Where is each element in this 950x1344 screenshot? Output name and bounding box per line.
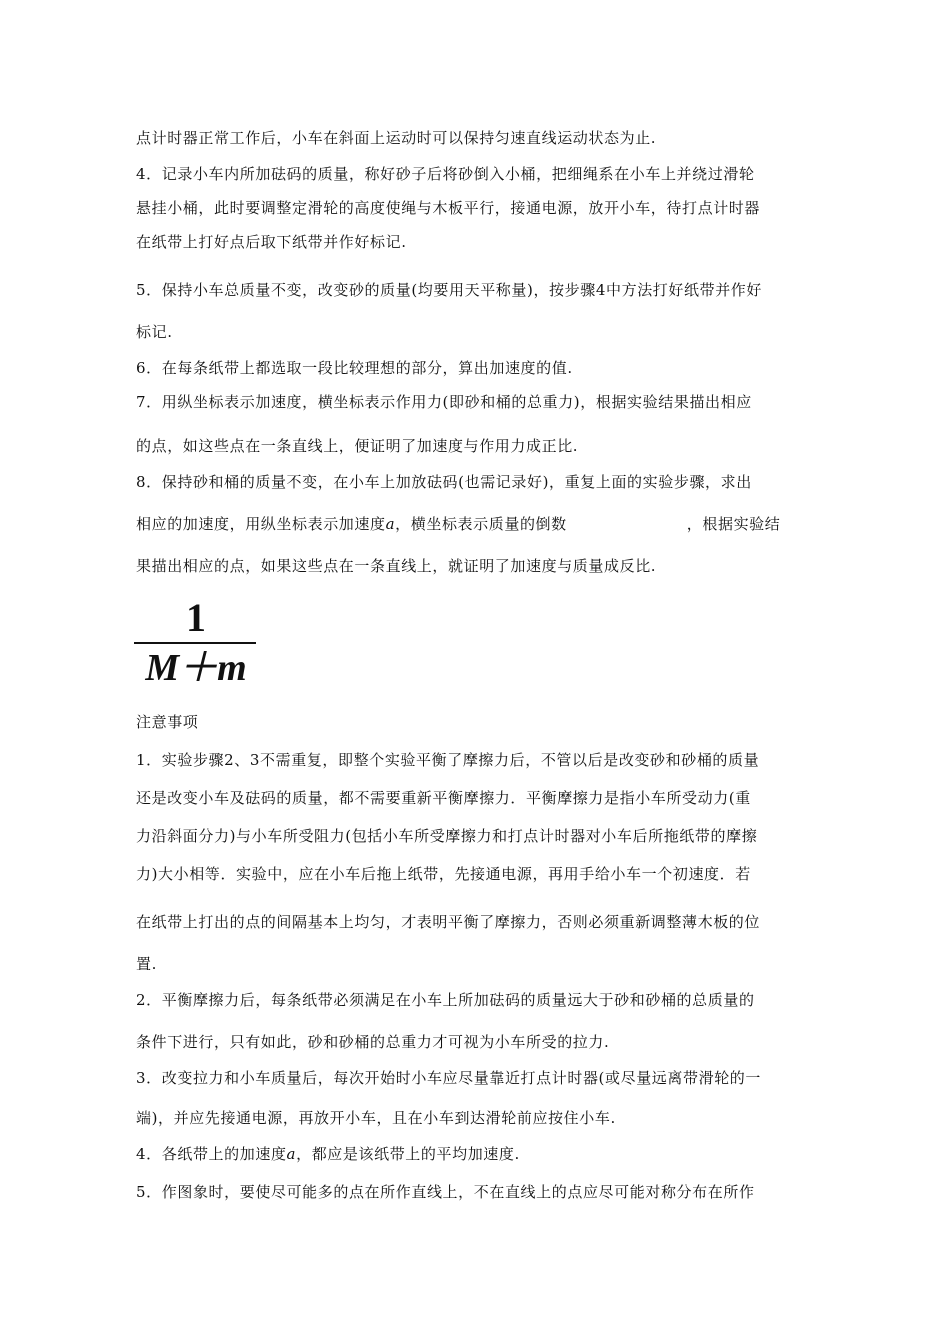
note-text-line: 置.	[136, 955, 157, 973]
step-6-line: 6．在每条纸带上都选取一段比较理想的部分，算出加速度的值.	[136, 359, 573, 377]
step-4-line: 4．记录小车内所加砝码的质量，称好砂子后将砂倒入小桶，把细绳系在小车上并绕过滑轮	[136, 165, 755, 183]
step-text-line: 点计时器正常工作后，小车在斜面上运动时可以保持匀速直线运动状态为止.	[136, 129, 657, 147]
step-text-line: 标记.	[136, 323, 173, 341]
note-text-line: 端)，并应先接通电源，再放开小车，且在小车到达滑轮前应按住小车.	[136, 1109, 616, 1127]
step-text-line: 果描出相应的点，如果这些点在一条直线上，就证明了加速度与质量成反比.	[136, 557, 657, 575]
fraction-bar	[134, 642, 256, 644]
step-text-line: 在纸带上打好点后取下纸带并作好标记.	[136, 233, 407, 251]
step-5-line: 5．保持小车总质量不变，改变砂的质量(均要用天平称量)，按步骤4中方法打好纸带并作好	[136, 281, 762, 299]
step-text-line: 的点，如这些点在一条直线上，便证明了加速度与作用力成正比.	[136, 437, 579, 455]
reciprocal-mass-formula	[134, 595, 258, 690]
inline-text: ，根据实验结	[686, 515, 781, 533]
inline-text: ，横坐标表示质量的倒数	[395, 515, 567, 533]
notes-heading: 注意事项	[136, 713, 199, 731]
step-7-line: 7．用纵坐标表示加速度，横坐标表示作用力(即砂和桶的总重力)，根据实验结果描出相应	[136, 393, 752, 411]
note-4-line	[136, 1144, 816, 1164]
inline-text: 相应的加速度，用纵坐标表示加速度	[136, 515, 386, 533]
inline-text: 4．各纸带上的加速度	[136, 1145, 287, 1163]
formula-numerator: 1	[186, 595, 206, 640]
step-text-line: 悬挂小桶，此时要调整定滑轮的高度使绳与木板平行，接通电源，放开小车，待打点计时器	[136, 199, 761, 217]
acceleration-variable: a	[385, 515, 396, 533]
note-text-line: 在纸带上打出的点的间隔基本上均匀，才表明平衡了摩擦力，否则必须重新调整薄木板的位	[136, 913, 761, 931]
note-text-line: 还是改变小车及砝码的质量，都不需要重新平衡摩擦力．平衡摩擦力是指小车所受动力(重	[136, 789, 751, 807]
acceleration-variable: a	[286, 1145, 297, 1163]
note-text-line: 力沿斜面分力)与小车所受阻力(包括小车所受摩擦力和打点计时器对小车后所拖纸带的摩擦	[136, 827, 758, 845]
formula-denominator: M＋m	[145, 647, 247, 689]
step-text-line	[136, 514, 816, 534]
step-8-line: 8．保持砂和桶的质量不变，在小车上加放砝码(也需记录好)，重复上面的实验步骤，求出	[136, 473, 752, 491]
note-1-line: 1．实验步骤2、3不需重复，即整个实验平衡了摩擦力后，不管以后是改变砂和砂桶的质量	[136, 751, 760, 769]
note-text-line: 条件下进行，只有如此，砂和砂桶的总重力才可视为小车所受的拉力.	[136, 1033, 610, 1051]
note-text-line: 力)大小相等．实验中，应在小车后拖上纸带，先接通电源，再用手给小车一个初速度．若	[136, 865, 751, 883]
note-2-line: 2．平衡摩擦力后，每条纸带必须满足在小车上所加砝码的质量远大于砂和砂桶的总质量的	[136, 991, 755, 1009]
note-5-line: 5．作图象时，要使尽可能多的点在所作直线上，不在直线上的点应尽可能对称分布在所作	[136, 1183, 755, 1201]
note-3-line: 3．改变拉力和小车质量后，每次开始时小车应尽量靠近打点计时器(或尽量远离带滑轮的一	[136, 1069, 761, 1087]
inline-text: ，都应是该纸带上的平均加速度.	[296, 1145, 520, 1163]
